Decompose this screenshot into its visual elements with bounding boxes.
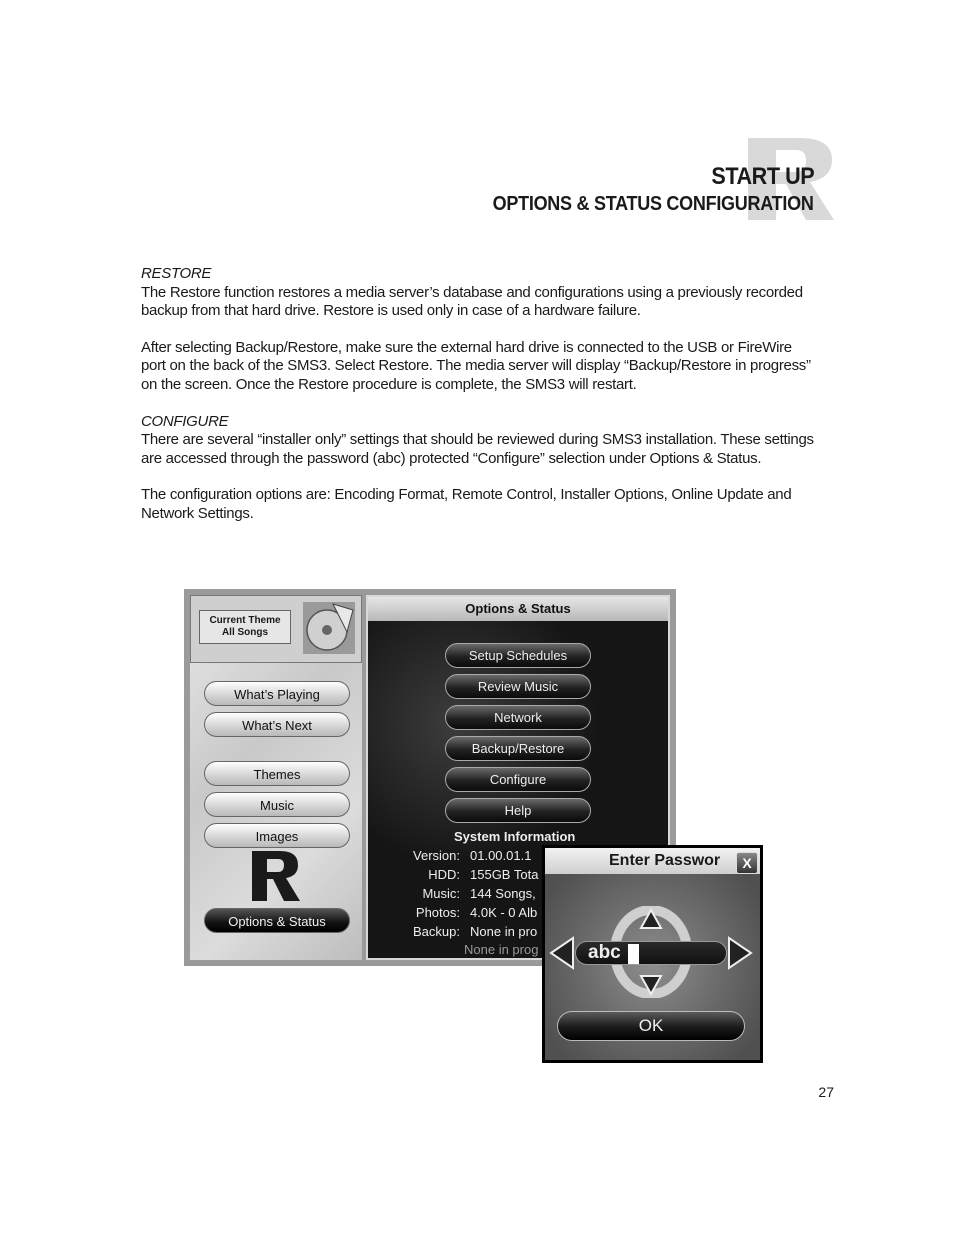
body-text (141, 265, 815, 542)
arrow-down-icon[interactable] (639, 974, 663, 996)
sysinfo-value: 144 Songs, (470, 886, 536, 901)
system-information-title: System Information (454, 829, 576, 844)
music-button[interactable]: Music (204, 792, 350, 817)
setup-schedules-button[interactable]: Setup Schedules (445, 643, 591, 668)
help-button[interactable]: Help (445, 798, 591, 823)
left-navigation-panel (190, 595, 362, 960)
images-button[interactable]: Images (204, 823, 350, 848)
sysinfo-key: Version: (413, 848, 460, 863)
brand-logo-icon (252, 851, 300, 901)
options-status-button[interactable]: Options & Status (204, 908, 350, 933)
current-theme-label (199, 610, 291, 644)
page-subtitle: OPTIONS & STATUS CONFIGURATION (493, 193, 814, 215)
enter-password-dialog (542, 845, 763, 1063)
sysinfo-value: 4.0K - 0 Alb (470, 905, 538, 920)
sysinfo-key: HDD: (428, 867, 460, 882)
configure-paragraph-2: The configuration options are: Encoding Format, Remote Control, Installer Options, Online Update and Network Settings. (141, 486, 792, 522)
options-status-title: Options & Status (368, 597, 668, 621)
sysinfo-value: 01.00.01.1 (470, 848, 532, 863)
network-button[interactable]: Network (445, 705, 591, 730)
current-theme-box[interactable] (190, 595, 362, 663)
restore-paragraph-2: After selecting Backup/Restore, make sure the external hard drive is connected to the USB or FireWire port on the back of the SMS3. Select Restore. The media server will display “Backup/Restore in progress” on the screen. Once the Restore procedure is complete, the SMS3 will restart. (141, 338, 811, 393)
sysinfo-value: None in pro (470, 924, 538, 939)
themes-button[interactable]: Themes (204, 761, 350, 786)
configure-paragraph-1: There are several “installer only” settings that should be reviewed during SMS3 installation. These settings are accessed through the password (abc) protected “Configure” selection under Options & Status. (141, 431, 814, 467)
arrow-right-icon[interactable] (727, 936, 753, 970)
enter-password-title: Enter Passwor (545, 848, 760, 874)
whats-playing-button[interactable]: What’s Playing (204, 681, 350, 706)
password-value: abc (588, 942, 621, 963)
arrow-up-icon[interactable] (639, 908, 663, 930)
whats-next-button[interactable]: What’s Next (204, 712, 350, 737)
text-caret (628, 944, 639, 964)
sysinfo-key: Music: (422, 886, 460, 901)
ok-button[interactable]: OK (557, 1011, 745, 1041)
restore-heading: RESTORE (141, 265, 212, 282)
page-number: 27 (818, 1084, 834, 1100)
review-music-button[interactable]: Review Music (445, 674, 591, 699)
configure-heading: CONFIGURE (141, 412, 229, 430)
sysinfo-key: Photos: (415, 905, 460, 920)
sysinfo-value: 155GB Tota (470, 867, 539, 882)
close-icon[interactable]: X (736, 852, 758, 874)
arrow-left-icon[interactable] (549, 936, 575, 970)
configure-button[interactable]: Configure (445, 767, 591, 792)
restore-paragraph-1: The Restore function restores a media server’s database and configurations using a previously recorded backup from that hard drive. Restore is used only in case of a hardware failure. (141, 283, 803, 320)
sysinfo-value: None in prog (464, 942, 539, 957)
sysinfo-key: Backup: (413, 924, 460, 939)
enter-password-body (545, 848, 760, 1060)
cd-icon (303, 602, 355, 654)
current-theme-line-2: All Songs (221, 627, 269, 638)
password-input[interactable] (575, 941, 727, 965)
current-theme-line-1: Current Theme (209, 615, 281, 626)
page-title: START UP (711, 163, 814, 190)
backup-restore-button[interactable]: Backup/Restore (445, 736, 591, 761)
